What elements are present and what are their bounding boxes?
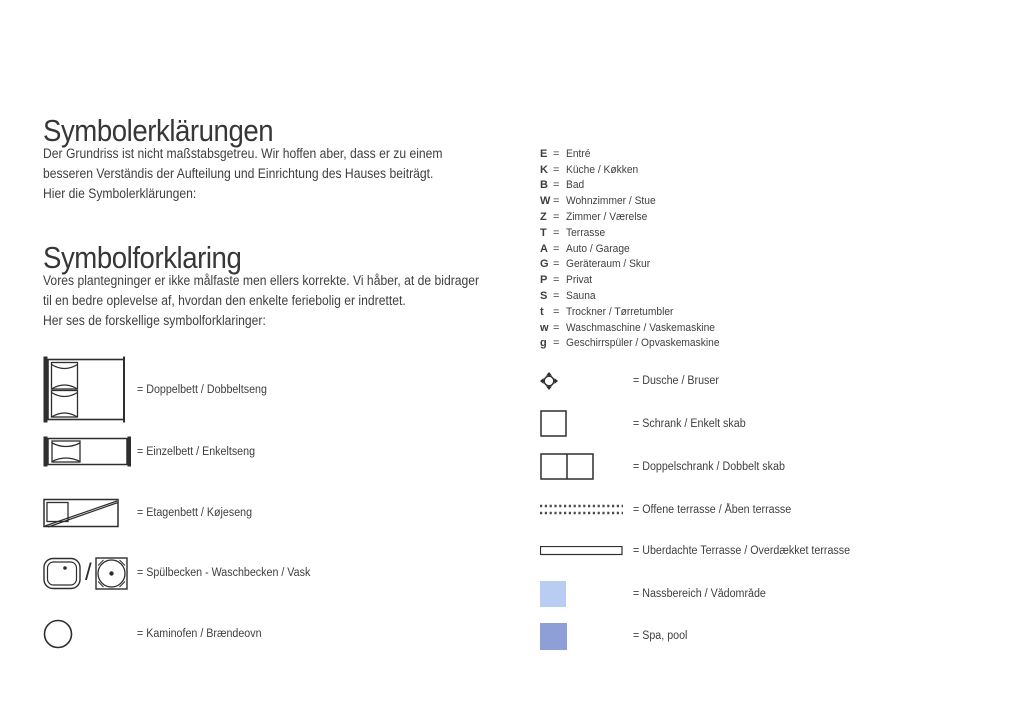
letter-code-row [540,209,731,225]
code-equals: = [553,179,560,192]
code-letter: t [540,305,544,318]
code-meaning: Küche / Køkken [566,163,639,176]
code-meaning: Terrasse [566,226,606,239]
legend-row-single-bed [43,436,264,467]
legend-label: = Doppelbett / Dobbeltseng [137,383,267,396]
letter-code-row [540,304,731,320]
open-terrace-icon [540,503,633,516]
legend-label: = Nassbereich / Vådområde [633,587,766,600]
code-equals: = [553,195,560,208]
legend-row-open-terrace [540,503,803,516]
code-letter: w [540,321,549,334]
letter-code-row [540,288,731,304]
legend-label: = Offene terrasse / Åben terrasse [633,503,792,516]
legend-row-bunk-bed [43,497,261,528]
code-equals: = [553,337,560,350]
legend-label: = Etagenbett / Køjeseng [137,506,253,519]
legend-label: = Einzelbett / Enkeltseng [137,445,256,458]
legend-label: = Überdachte Terrasse / Overdækket terrasse [633,545,851,557]
legend-row-wood-stove [43,619,271,649]
single-bed-icon [43,436,137,467]
letter-code-list [540,146,731,351]
german-paragraph-line: Der Grundriss ist nicht maßstabsgetreu. Wir hoffen aber, dass er zu einem [43,146,443,161]
legend-label: = Spa, pool [633,630,688,642]
wood-stove-icon [43,619,137,649]
single-cabinet-icon [540,410,633,437]
legend-label: = Kaminofen / Brændeovn [137,628,262,640]
letter-code-row [540,336,731,352]
code-letter: Z [540,211,547,224]
code-letter: P [540,274,548,287]
german-paragraph-line: Hier die Symbolerklärungen: [43,186,197,201]
covered-terrace-icon [540,546,633,556]
code-letter: B [540,179,548,192]
spa-pool-swatch [540,623,567,650]
letter-code-row [540,178,731,194]
legend-label: = Spülbecken - Waschbecken / Vask [137,567,311,579]
danish-paragraph-line: Vores plantegninger er ikke målfaste men ellers korrekte. Vi håber, at de bidrager [43,273,480,288]
wet-area-swatch [540,581,566,607]
legend-row-single-cabinet [540,410,754,437]
code-meaning: Waschmaschine / Vaskemaskine [566,321,715,334]
danish-paragraph-line: Her ses de forskellige symbolforklaringer: [43,313,266,328]
legend-label: = Dusche / Bruser [633,375,719,387]
letter-code-row [540,272,731,288]
letter-code-row [540,257,731,273]
legend-row-wet-area [540,580,776,607]
code-meaning: Wohnzimmer / Stue [566,195,656,208]
sink-icons [43,557,137,590]
code-equals: = [553,211,560,224]
german-paragraph [43,144,443,204]
sink-separator: / [85,559,92,586]
german-paragraph-line: besseren Verständis der Aufteilung und Einrichtung des Hauses beiträgt. [43,166,434,181]
code-letter: S [540,290,548,303]
letter-code-row [540,162,731,178]
code-letter: E [540,147,548,160]
letter-code-row [540,225,731,241]
code-equals: = [553,290,560,303]
letter-code-row [540,193,731,209]
legend-label: = Schrank / Enkelt skab [633,417,746,430]
code-equals: = [553,226,560,239]
code-meaning: Privat [566,274,593,287]
letter-code-row [540,241,731,257]
code-letter: A [540,242,548,255]
double-bed-icon [43,356,137,423]
code-letter: W [540,195,551,208]
bunk-bed-icon [43,498,137,528]
double-cabinet-icon [540,453,633,480]
code-meaning: Entré [566,147,591,160]
legend-row-covered-terrace [540,546,866,556]
code-meaning: Sauna [566,290,596,303]
kitchen-sink-icon [43,557,81,590]
legend-row-sink [43,555,323,591]
danish-paragraph-line: til en bedre oplevelse af, hvordan den enkelte feriebolig er indrettet. [43,293,406,308]
code-letter: T [540,226,547,239]
shower-icon [540,372,633,390]
letter-code-row [540,146,731,162]
legend-row-double-bed [43,356,277,423]
code-meaning: Trockner / Tørretumbler [566,305,674,318]
code-meaning: Geschirrspüler / Opvaskemaskine [566,337,720,350]
code-equals: = [553,305,560,318]
code-meaning: Auto / Garage [566,242,630,255]
legend-label: = Doppelschrank / Dobbelt skab [633,460,785,473]
wash-basin-icon [95,557,128,590]
code-equals: = [553,242,560,255]
danish-title: Symbolforklaring [43,239,242,275]
code-equals: = [553,321,560,334]
code-equals: = [553,274,560,287]
code-meaning: Geräteraum / Skur [566,258,651,271]
wet-area-icon [540,581,633,607]
code-meaning: Zimmer / Værelse [566,211,648,224]
code-letter: G [540,258,549,271]
legend-row-shower [540,372,725,390]
code-equals: = [553,147,560,160]
code-equals: = [553,258,560,271]
danish-paragraph [43,271,479,331]
legend-row-spa-pool [540,622,692,650]
spa-pool-icon [540,623,633,650]
code-meaning: Bad [566,179,585,192]
code-letter: K [540,163,548,176]
letter-code-row [540,320,731,336]
code-letter: g [540,337,547,350]
legend-row-double-cabinet [540,453,796,480]
german-title: Symbolerklärungen [43,112,274,148]
code-equals: = [553,163,560,176]
